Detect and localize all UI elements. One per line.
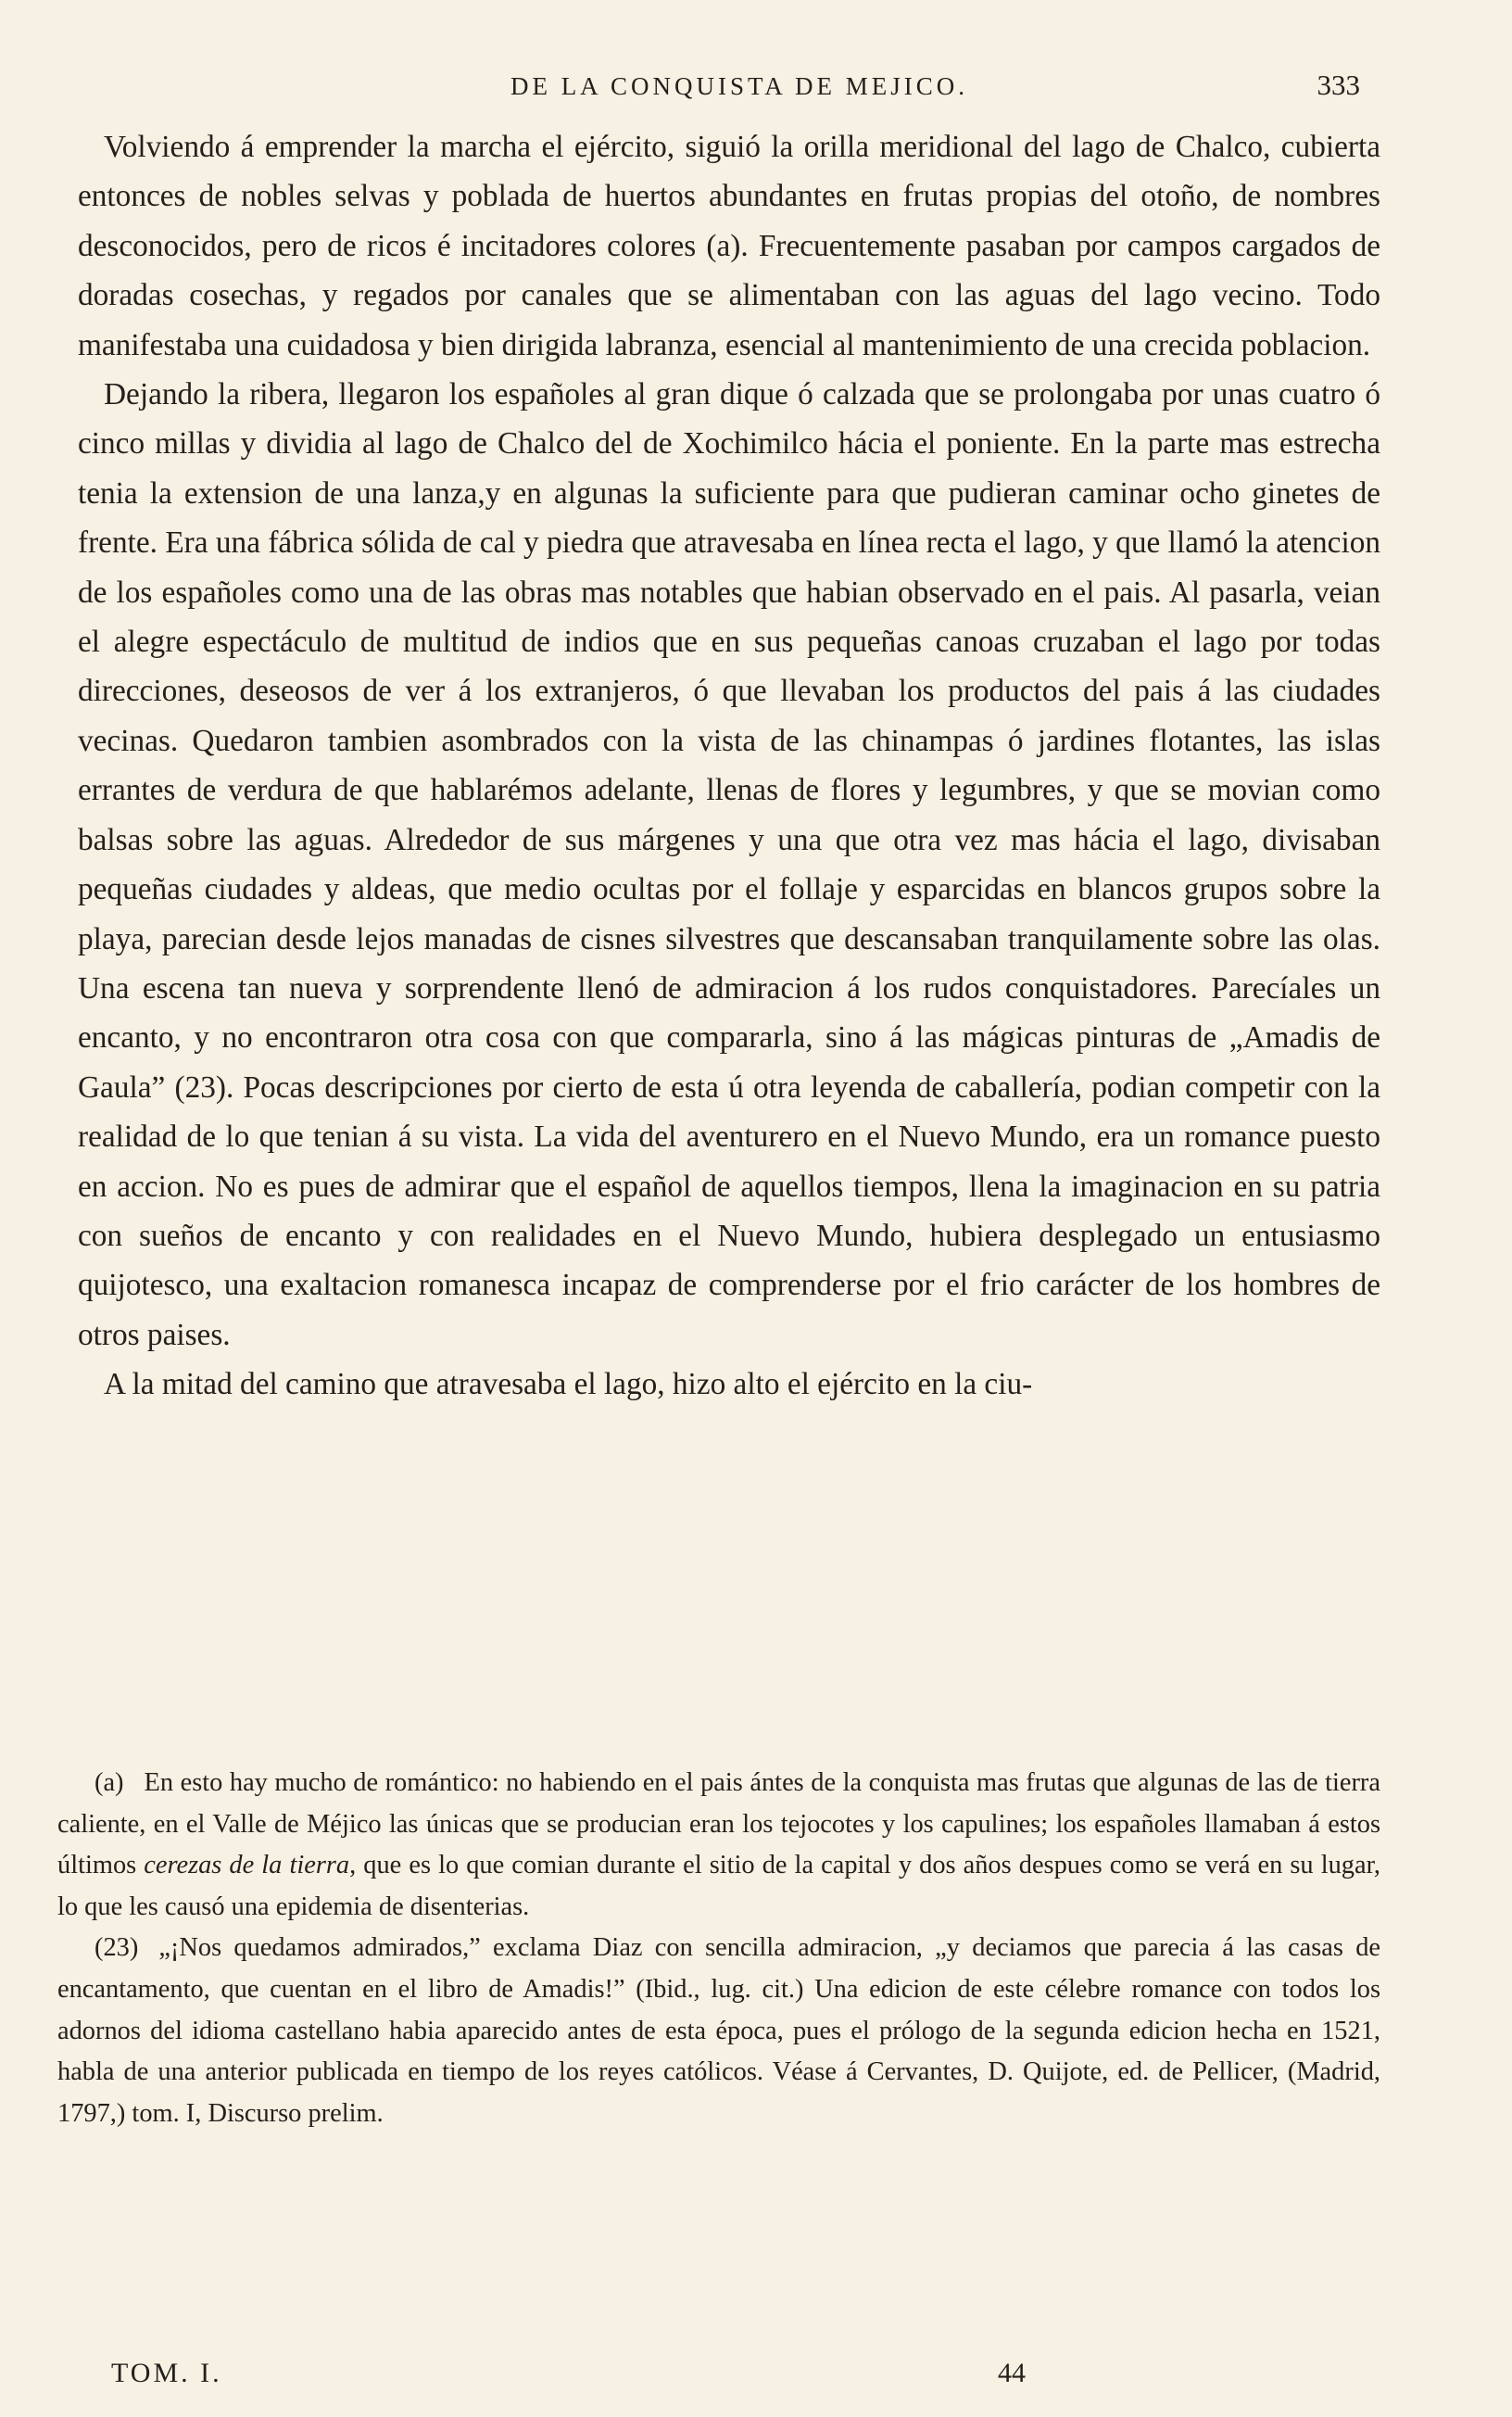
footnote-italic-text: cerezas de la tierra (144, 1851, 350, 1880)
page-number: 333 (1317, 69, 1360, 101)
paragraph: Dejando la ribera, llegaron los españoles al gran dique ó calzada que se prolongaba por unas cuatro ó cinco millas y dividia al lago de Chalco del de Xochimilco hácia el poniente. En la parte mas estrecha tenia la extension de una lanza,y en algunas la suficiente para que pudieran caminar ocho ginetes de frente. Era una fábrica sólida de cal y piedra que atravesaba en línea recta el lago, y que llamó la atencion de los españoles como una de las obras mas notables que habian observado en el pais. Al pasarla, veian el alegre espectáculo de multitud de indios que en sus pequeñas canoas cruzaban el lago por todas direcciones, deseosos de ver á los extranjeros, ó que llevaban los productos del pais á las ciudades vecinas. Quedaron tambien asombrados con la vista de las chinampas ó jardines flotantes, las islas errantes de verdura de que hablarémos adelante, llenas de flores y legumbres, y que se movian como balsas sobre las aguas. Alrededor de sus márgenes y una que otra vez mas hácia el lago, divisaban pequeñas ciudades y aldeas, que medio ocultas por el follaje y esparcidas en blancos grupos sobre la playa, parecian desde lejos manadas de cisnes silvestres que descansaban tranquilamente sobre las olas. Una escena tan nueva y sorprendente llenó de admiracion á los rudos conquistadores. Parecíales un encanto, y no encontraron otra cosa con que compararla, sino á las mágicas pinturas de „Amadis de Gaula” (23). Pocas descripciones por cierto de esta ú otra leyenda de caballería, podian competir con la realidad de lo que tenian á su vista. La vida del aventurero en el Nuevo Mundo, era un romance puesto en accion. No es pues de admirar que el español de aquellos tiempos, llena la imaginacion en su patria con sueños de encanto y con realidades en el Nuevo Mundo, hubiera desplegado un entusiasmo quijotesco, una exaltacion romanesca incapaz de comprenderse por el frio carácter de los hombres de otros paises. (78, 377, 1380, 1352)
footnote-text: „¡Nos quedamos admirados,” exclama Diaz con sencilla admiracion, „y deciamos que parecia á las casas de encantamento, que cuentan en el libro de Amadis!” (Ibid., lug. cit.) Una edicion de este célebre romance con todos los adornos del idioma castellano habia aparecido antes de esta época, pues el prólogo de la segunda edicion hecha en 1521, habla de una anterior publicada en tiempo de los reyes católicos. Véase á Cervantes, D. Quijote, ed. de Pellicer, (Madrid, 1797,) tom. I, Discurso prelim. (57, 1933, 1380, 2128)
body-text (78, 122, 1380, 1410)
footnote (57, 1763, 1380, 1928)
footnote-mark: (a) (94, 1768, 124, 1797)
paragraph: Volviendo á emprender la marcha el ejército, siguió la orilla meridional del lago de Chalco, cubierta entonces de nobles selvas y poblada de huertos abundantes en frutas propias del otoño, de nombres desconocidos, pero de ricos é incitadores colores (a). Frecuentemente pasaban por campos cargados de doradas cosechas, y regados por canales que se alimentaban con las aguas del lago vecino. Todo manifestaba una cuidadosa y bien dirigida labranza, esencial al mantenimiento de una crecida poblacion. (78, 130, 1380, 362)
paragraph: A la mitad del camino que atravesaba el lago, hizo alto el ejército en la ciu- (104, 1367, 1033, 1402)
signature-mark: 44 (998, 2358, 1026, 2388)
footnote-mark: (23) (94, 1933, 139, 1963)
running-title: DE LA CONQUISTA DE MEJICO. (510, 72, 969, 100)
footnotes (57, 1763, 1380, 2134)
footnote-text: , que es lo que comian durante el sitio de la capital y dos años despues como se verá en su lugar, lo que les causó una epidemia de disenterias. (57, 1851, 1380, 1921)
footnote-text: En esto hay mucho de romántico: no habiendo en el pais ántes de la conquista mas frutas que algunas de las de tierra caliente, en el Valle de Méjico las únicas que se producian eran los tejocotes y los capulines; los españoles llamaban á estos últimos (57, 1768, 1380, 1880)
volume-label: TOM. I. (111, 2358, 222, 2388)
footnote (57, 1928, 1380, 2134)
